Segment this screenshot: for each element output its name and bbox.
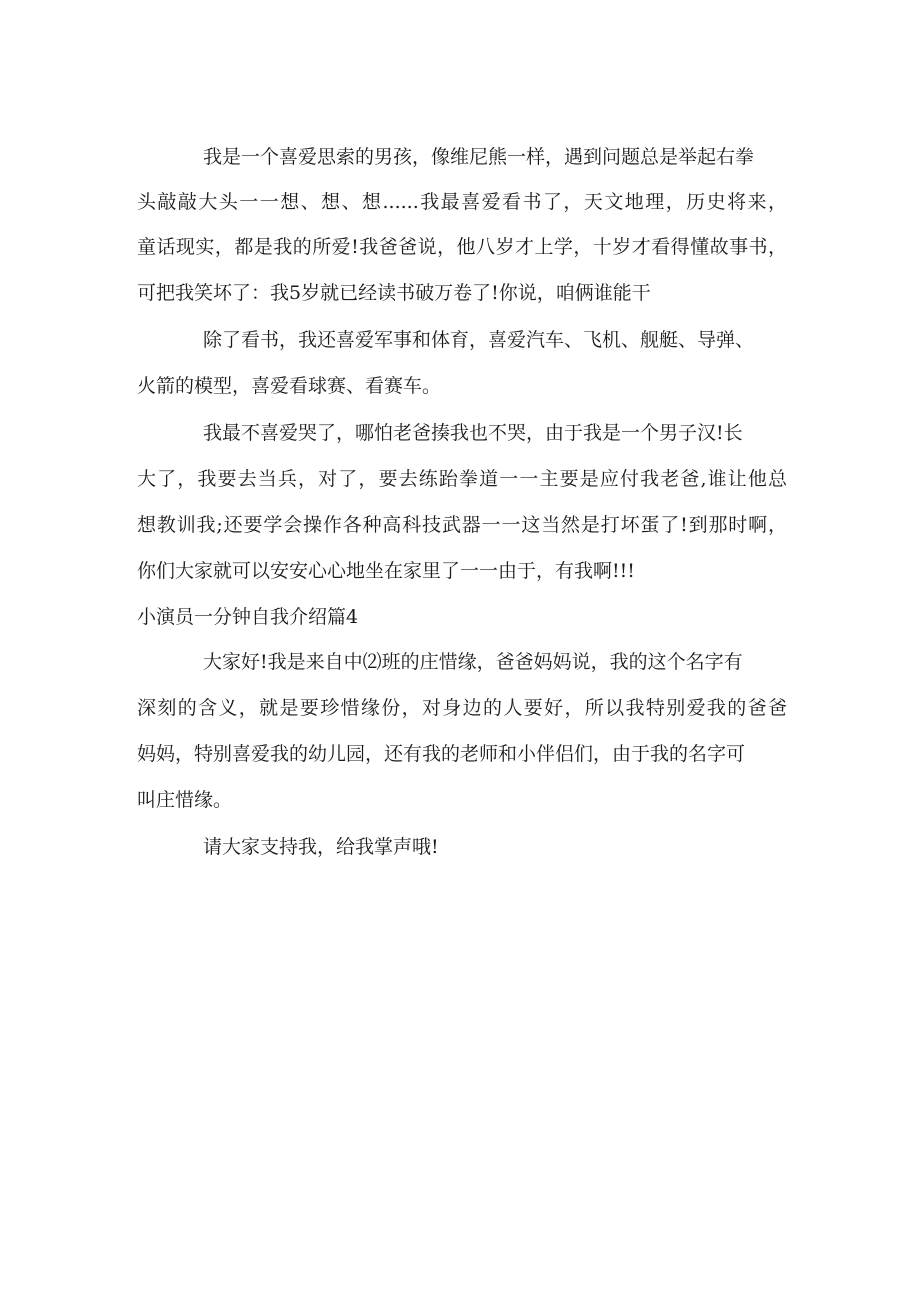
paragraph-1-line-4: 可把我笑坏了：我5岁就已经读书破万卷了!你说，咱俩谁能干: [137, 282, 651, 304]
paragraph-3-line-4: 你们大家就可以安安心心地坐在家里了一一由于，有我啊!!!: [137, 560, 635, 582]
paragraph-4-line-4: 叫庄惜缘。: [137, 789, 233, 811]
paragraph-2-line-1: 除了看书，我还喜爱军事和体育，喜爱汽车、飞机、舰艇、导弹、: [203, 329, 755, 351]
section-heading: 小演员一分钟自我介绍篇4: [137, 606, 359, 628]
paragraph-1-line-2: 头敲敲大头一一想、想、想......我最喜爱看书了，天文地理，历史将来，: [137, 191, 787, 213]
paragraph-3-line-1: 我最不喜爱哭了，哪怕老爸揍我也不哭，由于我是一个男子汉!长: [203, 422, 743, 444]
paragraph-3-line-3: 想教训我;还要学会操作各种高科技武器一一这当然是打坏蛋了!到那时啊，: [137, 514, 787, 536]
paragraph-3-line-2: 大了，我要去当兵，对了，要去练跆拳道一一主要是应付我老爸,谁让他总: [137, 468, 787, 490]
paragraph-4-line-3: 妈妈，特别喜爱我的幼儿园，还有我的老师和小伴侣们，由于我的名字可: [137, 743, 746, 765]
paragraph-1-line-1: 我是一个喜爱思索的男孩，像维尼熊一样，遇到问题总是举起右拳: [203, 146, 755, 168]
paragraph-1-line-3: 童话现实，都是我的所爱!我爸爸说，他八岁才上学，十岁才看得懂故事书，: [137, 236, 787, 258]
paragraph-2-line-2: 火箭的模型，喜爱看球赛、看赛车。: [137, 375, 442, 397]
paragraph-5-line-1: 请大家支持我，给我掌声哦!: [203, 836, 439, 858]
paragraph-4-line-2: 深刻的含义，就是要珍惜缘份，对身边的人要好，所以我特别爱我的爸爸: [137, 697, 787, 719]
paragraph-4-line-1: 大家好!我是来自中⑵班的庄惜缘，爸爸妈妈说，我的这个名字有: [203, 651, 743, 673]
